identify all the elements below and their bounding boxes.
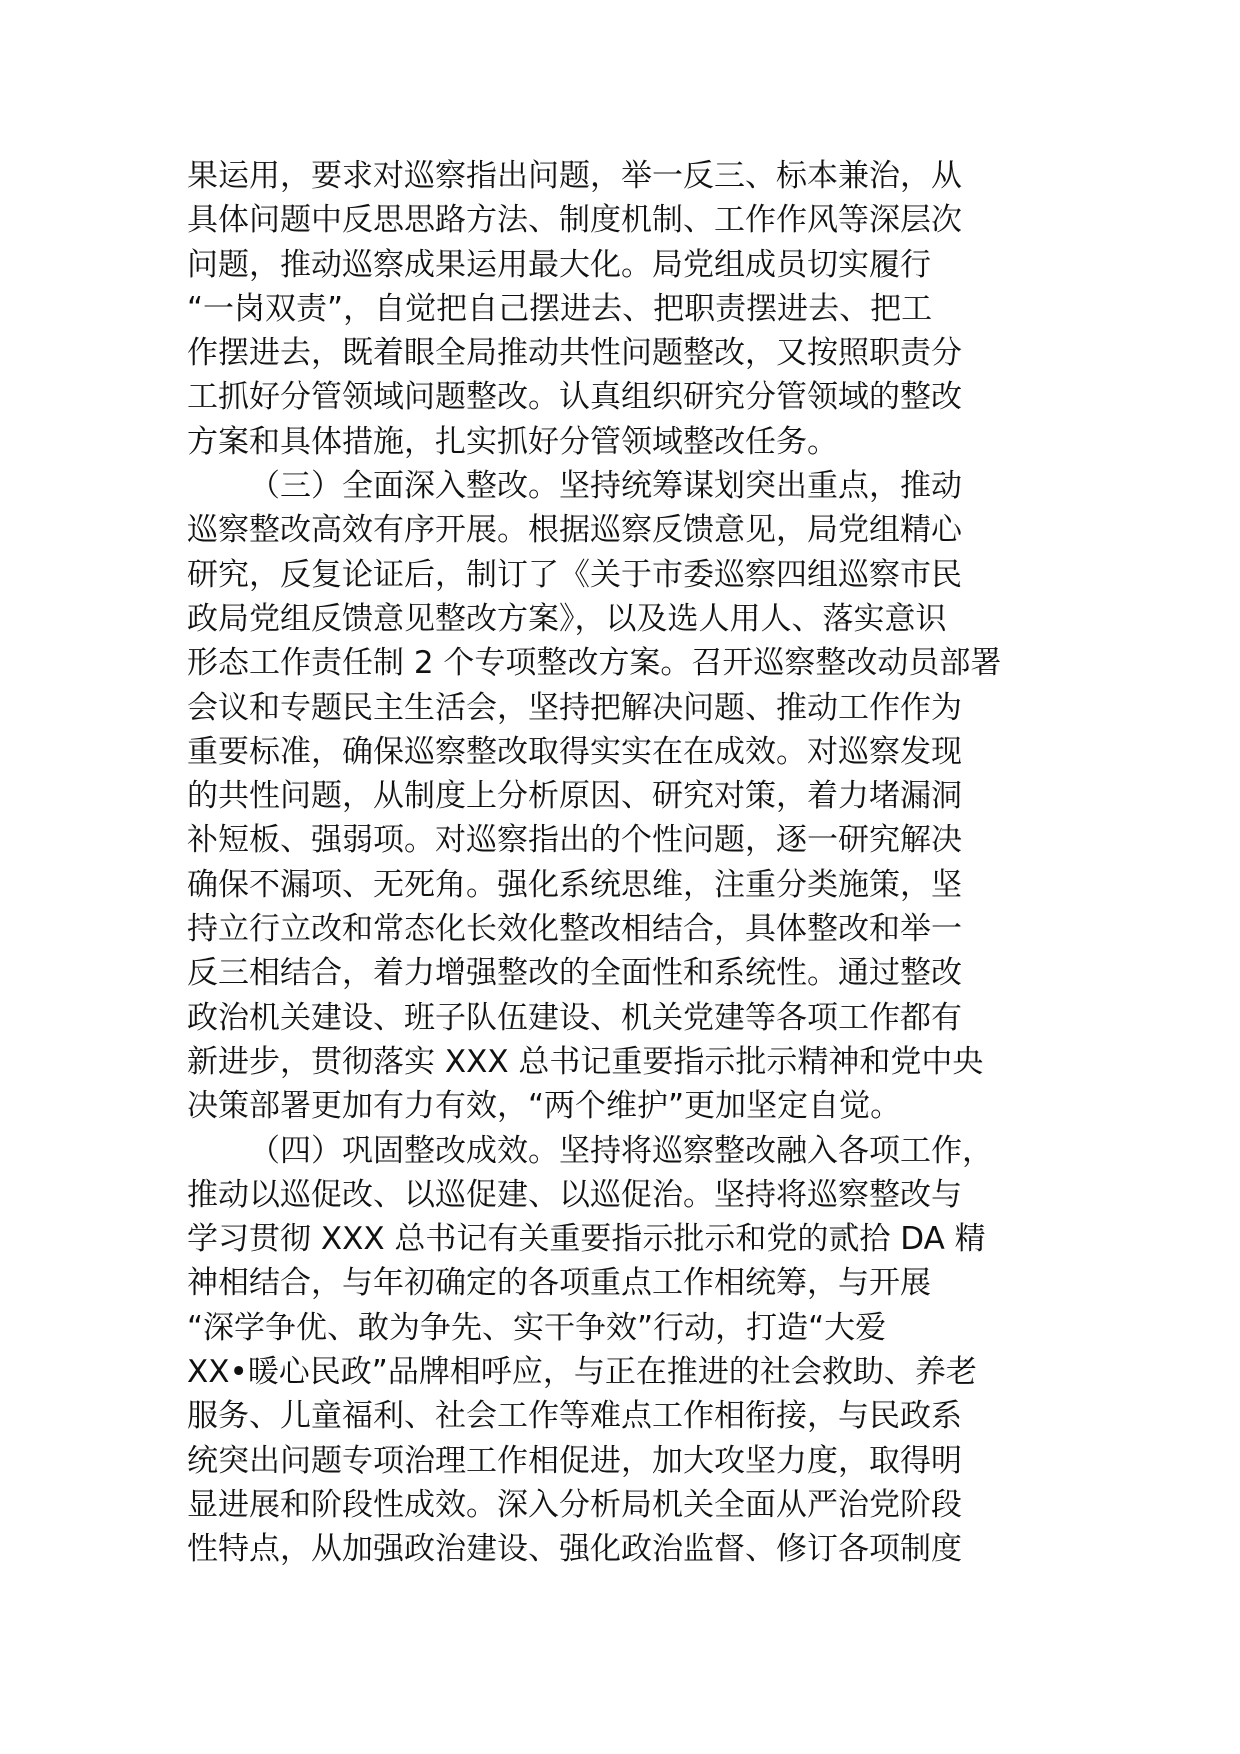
- text-line: 巡察整改高效有序开展。根据巡察反馈意见，局党组精心: [187, 512, 962, 549]
- text-line: 推动以巡促改、以巡促建、以巡促治。坚持将巡察整改与: [187, 1176, 962, 1213]
- text-line: 反三相结合，着力增强整改的全面性和系统性。通过整改: [187, 955, 962, 992]
- paragraph-first-line: （四）巩固整改成效。坚持将巡察整改融入各项工作，: [249, 1132, 993, 1169]
- text-line: 形态工作责任制 2 个专项整改方案。召开巡察整改动员部署: [187, 645, 1002, 682]
- paragraph-first-line: （三）全面深入整改。坚持统筹谋划突出重点，推动: [249, 468, 962, 505]
- text-line: 作摆进去，既着眼全局推动共性问题整改，又按照职责分: [187, 335, 962, 372]
- text-line: 性特点，从加强政治建设、强化政治监督、修订各项制度: [187, 1531, 962, 1568]
- text-line: 显进展和阶段性成效。深入分析局机关全面从严治党阶段: [187, 1486, 962, 1523]
- text-line: 具体问题中反思思路方法、制度机制、工作作风等深层次: [187, 202, 962, 239]
- text-line: 学习贯彻 XXX 总书记有关重要指示批示和党的贰拾 DA 精: [187, 1221, 986, 1258]
- text-line: 工抓好分管领域问题整改。认真组织研究分管领域的整改: [187, 379, 962, 416]
- text-line: 决策部署更加有力有效，“两个维护”更加坚定自觉。: [187, 1088, 902, 1125]
- text-line: 会议和专题民主生活会，坚持把解决问题、推动工作作为: [187, 689, 962, 726]
- text-line: 的共性问题，从制度上分析原因、研究对策，着力堵漏洞: [187, 778, 962, 815]
- text-line: 政局党组反馈意见整改方案》，以及选人用人、落实意识: [187, 600, 947, 637]
- text-line: 重要标准，确保巡察整改取得实实在在成效。对巡察发现: [187, 733, 962, 770]
- text-line: “深学争优、敢为争先、实干争效”行动，打造“大爱: [187, 1309, 887, 1346]
- text-line: 统突出问题专项治理工作相促进，加大攻坚力度，取得明: [187, 1442, 962, 1479]
- text-line: 研究，反复论证后，制订了《关于市委巡察四组巡察市民: [187, 556, 962, 593]
- text-line: “一岗双责”，自觉把自己摆进去、把职责摆进去、把工: [187, 290, 933, 327]
- text-line: 持立行立改和常态化长效化整改相结合，具体整改和举一: [187, 911, 962, 948]
- text-line: XX•暖心民政”品牌相呼应，与正在推进的社会救助、养老: [187, 1354, 977, 1391]
- text-line: 确保不漏项、无死角。强化系统思维，注重分类施策，坚: [187, 866, 962, 903]
- text-line: 方案和具体措施，扎实抓好分管领域整改任务。: [187, 423, 838, 460]
- text-line: 神相结合，与年初确定的各项重点工作相统筹，与开展: [187, 1265, 931, 1302]
- text-line: 服务、儿童福利、社会工作等难点工作相衔接，与民政系: [187, 1398, 962, 1435]
- text-line: 补短板、强弱项。对巡察指出的个性问题，逐一研究解决: [187, 822, 962, 859]
- text-line: 政治机关建设、班子队伍建设、机关党建等各项工作都有: [187, 999, 962, 1036]
- text-line: 新进步，贯彻落实 XXX 总书记重要指示批示精神和党中央: [187, 1043, 984, 1080]
- text-line: 果运用，要求对巡察指出问题，举一反三、标本兼治，从: [187, 158, 962, 194]
- text-line: 问题，推动巡察成果运用最大化。局党组成员切实履行: [187, 246, 931, 283]
- body-text: [187, 154, 1057, 1572]
